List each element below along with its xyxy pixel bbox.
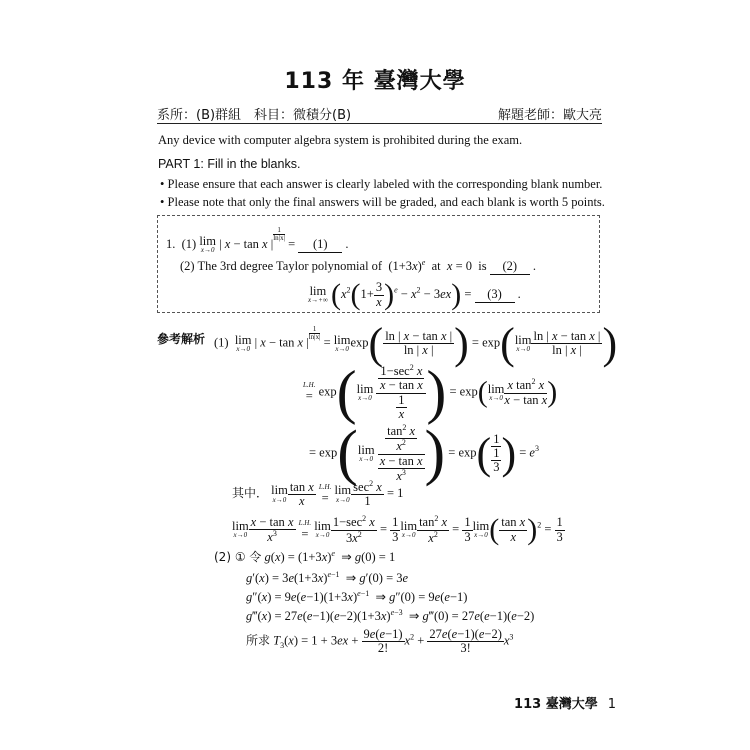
blank-1: (1) bbox=[298, 237, 342, 253]
instruction-bullet-1: • Please ensure that each answer is clearly labeled with the corresponding blank number. bbox=[160, 177, 603, 191]
solution-line-1: (1) lim x→0 | x − tan x | $^{\frac{1}{\ln|x|}}$ = lim x→0 exp( $\frac{\text{ln | x − tan x |}}{\ln | x |}$ ) = exp(lim x→0 $\frac{\text{ln | x − tan x |}}{\ln | x |}$ ) bbox=[214, 319, 618, 368]
blank-3: (3) bbox=[475, 287, 515, 303]
solution-part-2-line-4: g‴(x) = $27e(e-1)(e-2)(1+3x)^{e-3}$ ⇒ g‴(0) = 27e(e−1)(e−2) bbox=[246, 608, 535, 624]
problem-1-part-1: 1. (1) lim x→0 | x − tan x | $^{\frac{1}{\ln|x|}}$ = (1) . bbox=[166, 226, 349, 255]
department-subject-info: 系所：(B)群組 科目：微積分(B) bbox=[157, 108, 352, 123]
solution-line-4: lim x→0 $\frac{\text{x − tan x}}{x^3}$ L.H. = lim x→0 $\frac{1-\sec^2 x}{3x^2}$ = $\frac{1}{3}$ lim x→0 $\frac{\tan^2 x}{x^2}$ = $\frac{1}{3}$ lim x→0 ( $\frac{\text{tan x}}{x}$ )$^2$ = $\frac{1}{3}$ bbox=[232, 513, 563, 546]
header-divider bbox=[157, 123, 602, 124]
solution-part-2-line-2: $g'(x) = 3e(1+3x)^{e-1}$ ⇒ g′(0) = 3e bbox=[246, 570, 409, 586]
solution-line-2: L.H. = exp(lim x→0 $\frac{\frac{1-\sec^2 x}{\text{x − tan x}}}{\frac{1}{x}}$ ) = exp(lim x→0 $\frac{x \tan^2 x}{\text{x − tan x}}$ ) bbox=[303, 359, 558, 425]
solution-aside: 其中． lim x→0 $\frac{\text{tan x}}{x}$ L.H. = lim x→0 $\frac{\sec^2 x}{1}$ = 1 bbox=[232, 479, 404, 509]
solution-line-3: = exp(lim x→0 $\frac{\frac{\tan^2 x}{x^2}}{\frac{\text{x − tan x}}{x^3}}$ ) = exp( $\frac{1}{\frac{1}{3}}$ ) = $e^3$ bbox=[309, 419, 539, 487]
solution-part-2-line-1: (2) ① 令 $g(x) = (1+3x)^e$ ⇒ g(0) = 1 bbox=[214, 548, 396, 564]
instruction-bullet-2: • Please note that only the final answers will be graded, and each blank is worth 5 points. bbox=[160, 195, 605, 209]
page-title: 113 年 臺灣大學 bbox=[284, 69, 466, 94]
teacher-info: 解題老師：歐大亮 bbox=[497, 108, 602, 123]
solution-label: 參考解析 bbox=[157, 332, 206, 346]
solution-part-2-line-3: $g''(x) = 9e(e-1)(1+3x)^{e-1}$ ⇒ g″(0) = 9e(e−1) bbox=[246, 589, 468, 605]
footer-title: 113 臺灣大學 bbox=[514, 697, 598, 712]
solution-part-2-result: 所求 $T_3(x) = 1 + 3ex$ + $\frac{9e(e-1)}{2!}$ $x^2$ + $\frac{27e(e-1)(e-2)}{3!}$ $x^3$ bbox=[246, 627, 514, 656]
page-number: 1 bbox=[607, 697, 616, 712]
blank-2: (2) bbox=[490, 259, 530, 275]
exam-notice: Any device with computer algebra system is prohibited during the exam. bbox=[158, 133, 523, 147]
problem-1-part-3: lim x→+∞ ($x^2(1+$ $\frac{3}{x}$ )$^e - x^2 - 3ex) = (3)$ . bbox=[308, 278, 521, 311]
part-heading: PART 1: Fill in the blanks. bbox=[158, 157, 301, 171]
page-footer bbox=[514, 693, 616, 712]
problem-1-part-2: (2) The 3rd degree Taylor polynomial of $(1+3x)^e$ at x = 0 is (2) . bbox=[180, 258, 536, 274]
